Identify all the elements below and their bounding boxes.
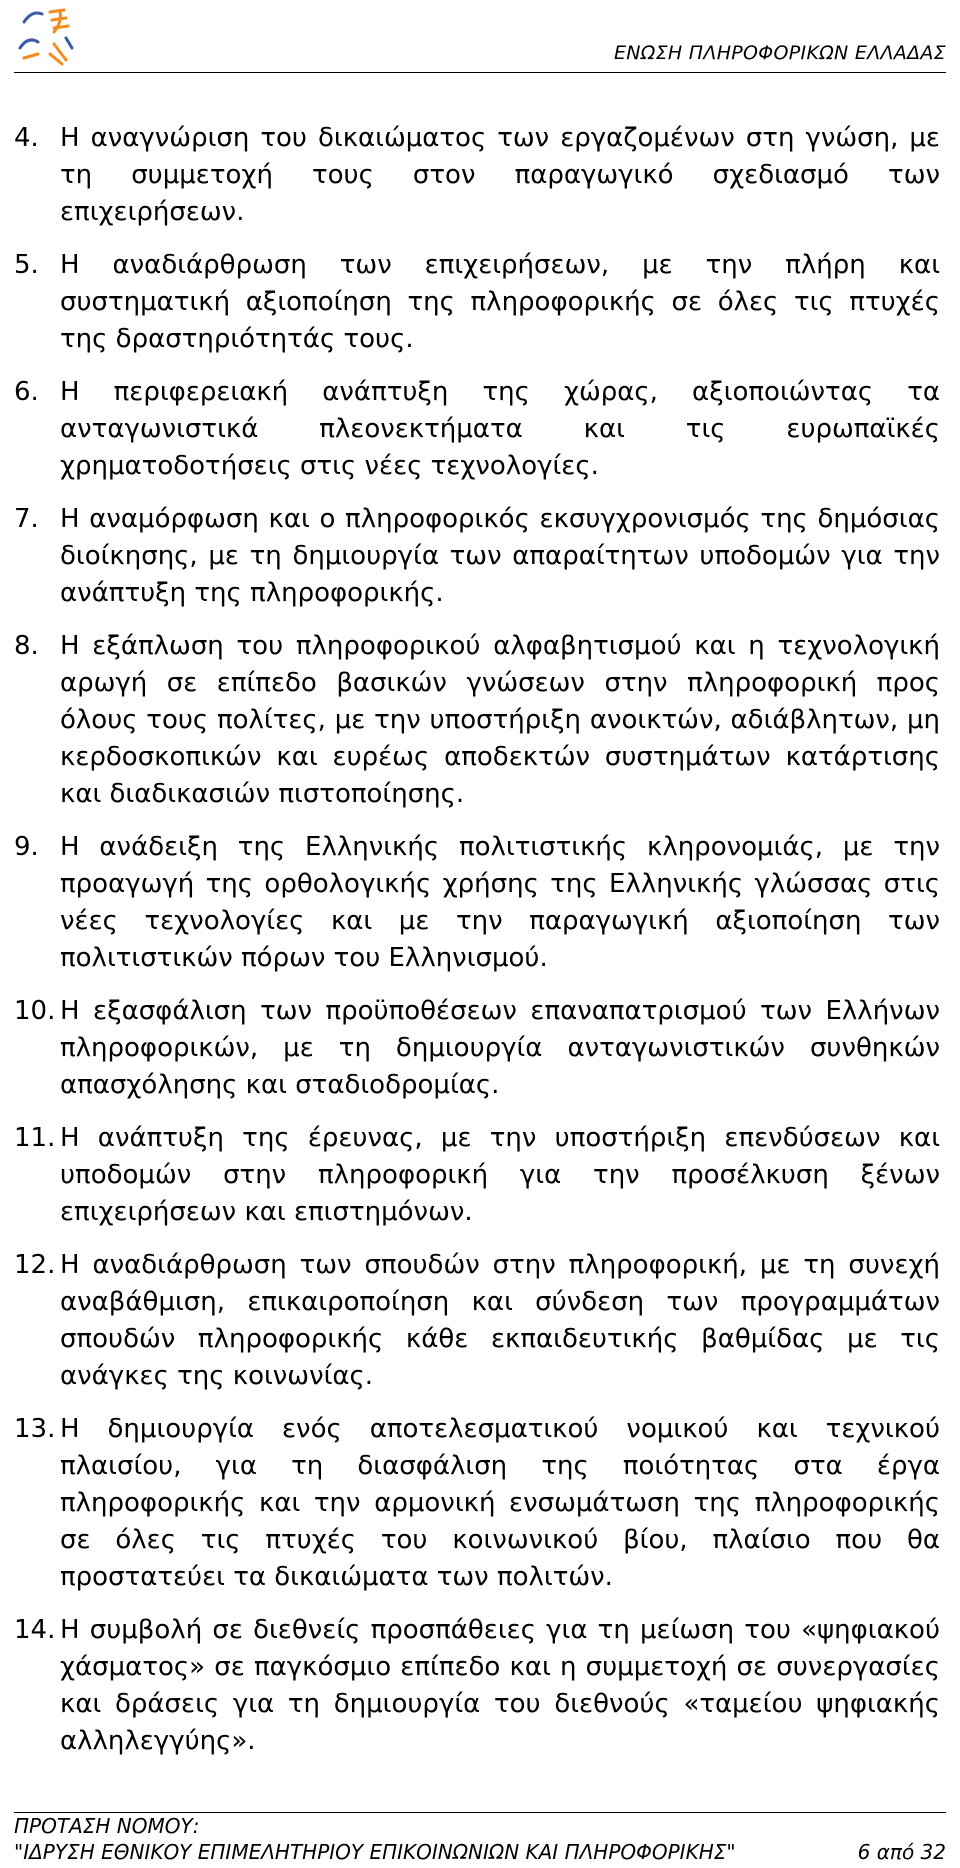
- list-item: [14, 1120, 940, 1231]
- item-text: Η αναγνώριση του δικαιώματος των εργαζομένων στη γνώση, με τη συμμετοχή τους στον παραγωγικό σχεδιασμό των επιχειρήσεων.: [60, 123, 940, 227]
- item-text: Η ανάδειξη της Ελληνικής πολιτιστικής κληρονομιάς, με την προαγωγή της ορθολογικής χρήσης της Ελληνικής γλώσσας στις νέες τεχνολογίες και με την παραγωγική αξιοποίηση των πολιτιστικών πόρων του Ελληνισμού.: [60, 832, 940, 973]
- item-text: Η εξάπλωση του πληροφορικού αλφαβητισμού και η τεχνολογική αρωγή σε επίπεδο βασικών γνώσεων στην πληροφορική προς όλους τους πολίτες, με την υποστήριξη ανοικτών, αδιάβλητων, μη κερδοσκοπικών και ευρέως αποδεκτών συστημάτων κατάρτισης και διαδικασιών πιστοποίησης.: [60, 631, 940, 809]
- item-number: 10.: [14, 996, 56, 1026]
- list-item: [14, 993, 940, 1104]
- item-text: Η δημιουργία ενός αποτελεσματικού νομικού και τεχνικού πλαισίου, για τη διασφάλιση της ποιότητας στα έργα πληροφορικής και την αρμονική ενσωμάτωση της πληροφορικής σε όλες τις πτυχές του κοινωνικού βίου, πλαίσιο που θα προστατεύει τα δικαιώματα των πολιτών.: [60, 1414, 940, 1592]
- item-number: 9.: [14, 832, 39, 862]
- page-footer: [14, 1812, 946, 1865]
- item-text: Η ανάπτυξη της έρευνας, με την υποστήριξη επενδύσεων και υποδομών στην πληροφορική για την προσέλκυση ξένων επιχειρήσεων και επιστημόνων.: [60, 1123, 940, 1227]
- list-item: [14, 628, 940, 813]
- logo-stroke-orange-4: [50, 44, 66, 64]
- logo-stroke-orange-3: [24, 54, 38, 58]
- list-item: [14, 501, 940, 612]
- page-header: [14, 0, 946, 73]
- item-text: Η αναδιάρθρωση των σπουδών στην πληροφορική, με τη συνεχή αναβάθμιση, επικαιροποίηση και σύνδεση των προγραμμάτων σπουδών πληροφορικής κάθε εκπαιδευτικής βαθμίδας με τις ανάγκες της κοινωνίας.: [60, 1250, 940, 1391]
- item-text: Η εξασφάλιση των προϋποθέσεων επαναπατρισμού των Ελλήνων πληροφορικών, με τη δημιουργία ανταγωνιστικών συνθηκών απασχόλησης και σταδιοδρομίας.: [60, 996, 940, 1100]
- logo-stroke-blue-3: [66, 38, 72, 48]
- list-item: [14, 120, 940, 231]
- item-text: Η περιφερειακή ανάπτυξη της χώρας, αξιοποιώντας τα ανταγωνιστικά πλεονεκτήματα και τις ευρωπαϊκές χρηματοδοτήσεις στις νέες τεχνολογίες.: [60, 377, 940, 481]
- organization-logo: [14, 4, 84, 70]
- item-number: 14.: [14, 1615, 56, 1645]
- item-number: 7.: [14, 504, 39, 534]
- item-text: Η αναδιάρθρωση των επιχειρήσεων, με την πλήρη και συστηματική αξιοποίηση της πληροφορικής σε όλες τις πτυχές της δραστηριότητάς τους.: [60, 250, 940, 354]
- list-item: [14, 247, 940, 358]
- item-number: 13.: [14, 1414, 56, 1444]
- logo-stroke-blue-2: [20, 40, 38, 48]
- logo-stroke-blue: [24, 13, 42, 22]
- item-number: 11.: [14, 1123, 56, 1153]
- footer-label: ΠΡΟΤΑΣΗ ΝΟΜΟΥ:: [14, 1814, 200, 1838]
- logo-stroke-orange-2: [54, 12, 60, 32]
- list-item: [14, 1411, 940, 1596]
- item-number: 5.: [14, 250, 39, 280]
- item-number: 6.: [14, 377, 39, 407]
- item-text: Η αναμόρφωση και ο πληροφορικός εκσυγχρονισμός της δημόσιας διοίκησης, με τη δημιουργία των απαραίτητων υποδομών για την ανάπτυξη της πληροφορικής.: [60, 504, 940, 608]
- item-number: 4.: [14, 123, 39, 153]
- list-item: [14, 829, 940, 977]
- document-body: [14, 120, 940, 1776]
- item-number: 8.: [14, 631, 39, 661]
- organization-name: ΕΝΩΣΗ ΠΛΗΡΟΦΟΡΙΚΩΝ ΕΛΛΑΔΑΣ: [613, 42, 946, 64]
- list-item: [14, 1612, 940, 1760]
- list-item: [14, 374, 940, 485]
- page-number: 6 από 32: [857, 1840, 946, 1864]
- item-text: Η συμβολή σε διεθνείς προσπάθειες για τη μείωση του «ψηφιακού χάσματος» σε παγκόσμιο επίπεδο και η συμμετοχή σε συνεργασίες και δράσεις για τη δημιουργία του διεθνούς «ταμείου ψηφιακής αλληλεγγύης».: [60, 1615, 940, 1756]
- footer-law-title: "ΙΔΡΥΣΗ ΕΘΝΙΚΟΥ ΕΠΙΜΕΛΗΤΗΡΙΟΥ ΕΠΙΚΟΙΝΩΝΙΩΝ ΚΑΙ ΠΛΗΡΟΦΟΡΙΚΗΣ": [14, 1840, 736, 1864]
- item-number: 12.: [14, 1250, 56, 1280]
- list-item: [14, 1247, 940, 1395]
